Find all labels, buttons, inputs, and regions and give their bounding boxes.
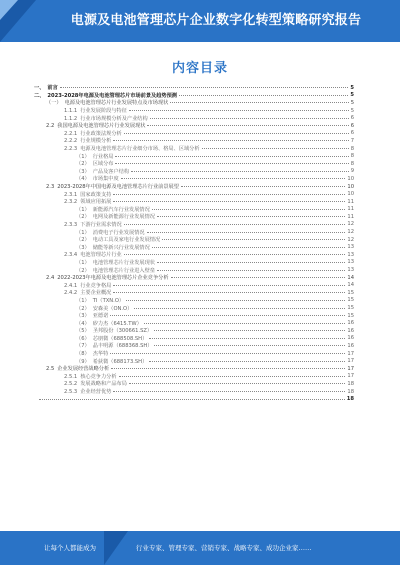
toc-entry-page: 5	[350, 84, 354, 91]
toc-entry-label: 新能源汽车行业发展情况	[92, 206, 150, 213]
toc-entry-number: 2.2.1	[64, 130, 78, 137]
toc-entry-number: （5）	[76, 328, 90, 335]
toc-entry-text	[46, 183, 179, 190]
toc-entry[interactable]	[34, 236, 354, 244]
toc-entry-number: （一）	[46, 100, 62, 107]
toc-entry[interactable]	[34, 312, 354, 320]
toc-entry-number: （2）	[76, 237, 90, 244]
toc-entry-number: 2.3.4	[64, 252, 78, 259]
toc-entry-number: （7）	[76, 343, 90, 350]
footer-arrow-decoration	[104, 531, 128, 565]
toc-entry-number: 2.5.1	[64, 373, 78, 380]
toc-entry-page: 12	[347, 236, 354, 243]
toc-entry-page: 6	[350, 122, 354, 129]
toc-entry-text	[76, 244, 150, 251]
toc-entry-text	[46, 274, 169, 281]
toc-entry-text	[64, 251, 122, 258]
header-bar	[0, 0, 400, 42]
toc-entry-number: 2.5.2	[64, 381, 78, 388]
toc-entry-label: 电源及电池管理芯片行业发展特点及市场现状	[64, 100, 169, 107]
toc-entry-page: 9	[350, 168, 354, 175]
toc-entry-text	[76, 350, 108, 357]
toc-entry-label: 芯朋微（688508.SH）	[92, 335, 148, 342]
toc-entry-page: 10	[347, 191, 354, 198]
toc-leader-dots	[149, 338, 345, 339]
toc-entry-text	[76, 267, 155, 274]
toc-entry-label: 亚德诺	[92, 313, 109, 320]
toc-entry-number: 2.4.1	[64, 282, 78, 289]
toc-entry-label: 核心竞争力分析	[80, 373, 117, 380]
toc-leader-dots	[157, 216, 345, 217]
toc-entry-page: 8	[350, 160, 354, 167]
toc-entry-page: 13	[347, 244, 354, 251]
toc-entry-number: （9）	[76, 358, 90, 365]
toc-leader-dots	[113, 391, 345, 392]
toc-entry-text	[76, 297, 124, 304]
toc-entry[interactable]	[34, 274, 354, 282]
toc-leader-dots	[129, 383, 345, 384]
toc-entry[interactable]	[34, 259, 354, 267]
toc-leader-dots	[181, 186, 345, 187]
toc-entry[interactable]	[34, 228, 354, 236]
toc-entry-page: 13	[347, 251, 354, 258]
toc-leader-dots	[119, 376, 346, 377]
toc-entry-number: 2.4	[46, 275, 55, 282]
toc-entry-text	[34, 92, 177, 99]
toc-entry-text	[46, 122, 145, 129]
toc-heading: 内容目录	[171, 61, 228, 76]
toc-leader-dots	[154, 330, 345, 331]
toc-leader-dots	[39, 399, 345, 400]
toc-entry[interactable]	[34, 206, 354, 214]
toc-entry-text	[64, 145, 200, 152]
toc-entry-page: 13	[347, 267, 354, 274]
toc-entry[interactable]	[34, 335, 354, 343]
toc-entry-number: 二、	[34, 92, 45, 99]
toc-entry-label: 矽力杰（6415.TW）	[92, 320, 142, 327]
toc-entry[interactable]	[34, 114, 354, 122]
toc-entry-page: 12	[347, 229, 354, 236]
toc-entry-page: 6	[350, 130, 354, 137]
toc-entry-label: 电网及新能源行业发展情况	[92, 214, 155, 221]
toc-entry-text	[64, 373, 117, 380]
toc-entry-page: 18	[347, 388, 354, 395]
toc-entry-text	[76, 259, 155, 266]
toc-entry-page: 8	[350, 153, 354, 160]
toc-entry-number: 2.3.3	[64, 221, 78, 228]
toc-entry[interactable]	[34, 251, 354, 259]
toc-entry-text	[76, 168, 129, 175]
toc-leader-dots	[115, 156, 348, 157]
toc-leader-dots	[124, 224, 346, 225]
toc-entry-page: 6	[350, 115, 354, 122]
toc-leader-dots	[113, 194, 345, 195]
toc-entry-text	[76, 206, 150, 213]
toc-entry-page: 16	[347, 320, 354, 327]
toc-entry-text	[46, 99, 168, 106]
toc-entry-label: 下游行业需求情况	[80, 221, 122, 228]
toc-leader-dots	[154, 345, 345, 346]
toc-entry-page: 14	[347, 274, 354, 281]
toc-entry-label: 行业规模分析	[80, 138, 112, 145]
toc-entry-number: （2）	[76, 214, 90, 221]
toc-entry[interactable]	[34, 221, 354, 229]
toc-entry[interactable]	[34, 289, 354, 297]
toc-entry-page: 17	[347, 350, 354, 357]
toc-entry-number: 1.1.2	[64, 115, 78, 122]
toc-entry-page: 17	[347, 365, 354, 372]
toc-entry-page: 10	[347, 183, 354, 190]
toc-leader-dots	[147, 125, 348, 126]
toc-entry-number: （8）	[76, 351, 90, 358]
toc-entry-number: 2.5.3	[64, 389, 78, 396]
footer-tags: 行业专家、管理专家、营销专家、战略专家、成功企业家……	[136, 544, 312, 552]
toc-entry-page: 11	[347, 213, 354, 220]
toc-entry-text	[64, 191, 111, 198]
toc-entry-text	[76, 342, 152, 349]
toc-entry-number: 2.4.2	[64, 290, 78, 297]
toc-entry[interactable]	[34, 152, 354, 160]
header-corner-highlight	[0, 0, 18, 20]
toc-entry-number: 一、	[34, 85, 45, 92]
toc-entry-page: 10	[347, 175, 354, 182]
toc-entry-label: 我国电源及电池管理芯片行业发展现状	[57, 123, 146, 130]
toc-entry-label: 行业格局	[92, 153, 114, 160]
toc-leader-dots	[134, 308, 345, 309]
toc-leader-dots	[113, 285, 345, 286]
toc-entry-number: 1.1.1	[64, 108, 78, 115]
footer-slogan: 让每个人都能成为	[44, 544, 96, 552]
toc-entry[interactable]	[34, 281, 354, 289]
toc-entry[interactable]	[34, 388, 354, 396]
toc-entry-label: 行业政策法规分析	[80, 130, 122, 137]
footer-bar	[0, 531, 400, 565]
toc-entry-number: （1）	[76, 153, 90, 160]
toc-entry[interactable]	[34, 350, 354, 358]
toc-entry[interactable]	[34, 130, 354, 138]
toc-entry-number: （6）	[76, 335, 90, 342]
toc-leader-dots	[113, 292, 345, 293]
toc-leader-dots	[149, 361, 345, 362]
toc-entry-page: 16	[347, 335, 354, 342]
toc-leader-dots	[110, 353, 345, 354]
toc-entry-label: 发展战略和产品布局	[80, 381, 127, 388]
toc-entry-number: （3）	[76, 168, 90, 175]
toc-entry-text	[64, 137, 111, 144]
toc-entry-label: 电池管理芯片行业发展现状	[92, 259, 155, 266]
toc-entry-text	[76, 327, 152, 334]
toc-entry-text	[64, 107, 127, 114]
toc-entry-label: 国家政策支持	[80, 191, 112, 198]
toc-entry-number: 2.3.1	[64, 191, 78, 198]
toc-entry-number: （3）	[76, 313, 90, 320]
toc-entry-label: 行业市场规模分析及产业结构	[80, 115, 148, 122]
toc-entry-page: 17	[347, 358, 354, 365]
toc-entry-text	[76, 229, 145, 236]
toc-leader-dots	[111, 368, 345, 369]
toc-entry-text	[64, 115, 148, 122]
toc-entry-page: 15	[347, 312, 354, 319]
toc-entry-label: 企业发展经营战略分析	[57, 366, 110, 373]
toc-entry-label: 消费电子行业发展情况	[92, 229, 145, 236]
toc-entry-label: 电源及电池管理芯片行业细分市场、格局、区域分析	[80, 146, 200, 153]
toc-entry-page: 11	[347, 198, 354, 205]
toc-entry[interactable]	[34, 145, 354, 153]
toc-entry-label: 2023-2028年电源及电池管理芯片市场前景及趋势预测	[47, 92, 177, 99]
toc-entry[interactable]	[34, 137, 354, 145]
toc-leader-dots	[115, 163, 348, 164]
toc-entry-label: 安森美（ON.O）	[92, 305, 133, 312]
toc-entry[interactable]	[34, 319, 354, 327]
toc-entry-number: （1）	[76, 297, 90, 304]
toc-entry-text	[64, 282, 111, 289]
toc-entry-text	[34, 84, 58, 91]
toc-entry[interactable]	[34, 99, 354, 107]
toc-entry[interactable]	[34, 190, 354, 198]
toc-entry-page: 15	[347, 305, 354, 312]
toc-entry-number: （1）	[76, 229, 90, 236]
toc-leader-dots	[60, 87, 349, 88]
toc-entry-label: TI（TXN.O）	[92, 297, 125, 304]
toc-entry-label: 市场集中度	[92, 176, 119, 183]
toc-entry-text	[76, 153, 113, 160]
toc-entry-page: 13	[347, 259, 354, 266]
toc-entry-label: 行业发展阶段与特征	[80, 108, 127, 115]
toc-leader-dots	[147, 232, 346, 233]
toc-entry[interactable]	[34, 198, 354, 206]
toc-entry-page: 5	[350, 107, 354, 114]
toc-entry-label: 行业竞争格局	[80, 282, 112, 289]
toc-entry-text	[76, 305, 132, 312]
toc-leader-dots	[150, 118, 349, 119]
toc-entry[interactable]	[34, 357, 354, 365]
toc-entry[interactable]	[34, 160, 354, 168]
toc-entry-number: （4）	[76, 320, 90, 327]
toc-entry-label: 储能等新兴行业发展情况	[92, 244, 150, 251]
toc-entry-text	[64, 130, 122, 137]
toc-entry[interactable]	[34, 304, 354, 312]
toc-entry-text	[76, 335, 147, 342]
toc-entry-label: 领域应用拓展	[80, 199, 112, 206]
toc-leader-dots	[157, 270, 345, 271]
toc-entry-number: （1）	[76, 206, 90, 213]
toc-entry-page: 11	[347, 206, 354, 213]
toc-entry-label: 2023-2028年中国电源及电池管理芯片行业前景展望	[57, 184, 179, 191]
toc-entry[interactable]	[34, 243, 354, 251]
toc-entry-number: 2.2.2	[64, 138, 78, 145]
toc-entry-number: （2）	[76, 161, 90, 168]
toc-leader-dots	[157, 262, 345, 263]
toc-entry-text	[64, 221, 122, 228]
toc-entry-page: 8	[350, 145, 354, 152]
toc-entry-text	[76, 320, 142, 327]
toc-entry-text	[76, 175, 119, 182]
toc-entry-number: （3）	[76, 244, 90, 251]
toc-entry-page: 16	[347, 327, 354, 334]
toc-entry-label: 晶丰明源（688368.SH）	[92, 343, 153, 350]
toc-leader-dots	[202, 148, 349, 149]
toc-entry-page: 5	[350, 99, 354, 106]
toc-leader-dots	[144, 323, 346, 324]
toc-entry-text	[76, 236, 160, 243]
toc-entry[interactable]	[34, 175, 354, 183]
toc-entry-page: 16	[347, 342, 354, 349]
toc-entry-text	[76, 358, 147, 365]
toc-entry-text	[34, 396, 37, 402]
toc-entry-label: 电池管理芯片行业进入壁垒	[92, 267, 155, 274]
toc-leader-dots	[124, 133, 349, 134]
toc-entry-text	[46, 365, 109, 372]
toc-entry-label: 希荻微（688173.SH）	[92, 358, 148, 365]
toc-entry-label: 电池管理芯片行业	[80, 252, 122, 259]
toc-entry[interactable]	[34, 373, 354, 381]
toc-leader-dots	[162, 239, 345, 240]
toc-leader-dots	[129, 110, 349, 111]
toc-entry-number: 2.3.2	[64, 199, 78, 206]
toc-entry-number: （1）	[76, 259, 90, 266]
toc-leader-dots	[171, 277, 346, 278]
toc-entry[interactable]	[34, 122, 354, 130]
toc-entry-label: 2022-2023年电源及电池管理芯片企业竞争分析	[57, 275, 169, 282]
page-title: 电源及电池管理芯片企业数字化转型策略研究报告	[70, 13, 362, 28]
toc-entry-text	[64, 388, 111, 395]
toc-leader-dots	[110, 315, 345, 316]
toc-entry-text	[76, 312, 108, 319]
toc-entry-number: 2.5	[46, 366, 55, 373]
toc-entry[interactable]	[34, 183, 354, 191]
toc-entry-page: 12	[347, 221, 354, 228]
toc-entry-label: 杰华特	[92, 351, 109, 358]
toc-leader-dots	[152, 209, 346, 210]
toc-entry[interactable]	[34, 84, 354, 92]
toc-entry-page: 5	[350, 92, 354, 99]
toc-entry[interactable]	[34, 168, 354, 176]
toc-entry-label: 电动工具及家电行业发展情况	[92, 237, 161, 244]
toc-entry[interactable]	[34, 380, 354, 388]
toc-entry[interactable]	[34, 107, 354, 115]
toc-leader-dots	[113, 140, 348, 141]
toc-entry-page: 18	[346, 396, 354, 403]
toc-entry[interactable]	[34, 365, 354, 373]
table-of-contents	[34, 84, 354, 403]
toc-entry[interactable]	[34, 327, 354, 335]
toc-leader-dots	[152, 247, 346, 248]
toc-entry[interactable]	[34, 342, 354, 350]
toc-entry-page: 18	[347, 380, 354, 387]
toc-entry-label: 圣邦股份（300661.SZ）	[92, 328, 153, 335]
toc-entry-number: （2）	[76, 305, 90, 312]
toc-entry-page: 17	[347, 373, 354, 380]
toc-entry-label: 区域分布	[92, 161, 114, 168]
toc-leader-dots	[170, 102, 348, 103]
toc-entry[interactable]	[34, 297, 354, 305]
toc-entry[interactable]	[34, 395, 354, 403]
toc-entry-page: 15	[347, 297, 354, 304]
toc-leader-dots	[113, 201, 345, 202]
toc-entry-text	[64, 380, 127, 387]
toc-entry-text	[76, 160, 113, 167]
toc-entry-number: 2.3	[46, 184, 55, 191]
toc-leader-dots	[179, 95, 348, 96]
toc-entry-number: 2.2.3	[64, 146, 78, 153]
toc-entry[interactable]	[34, 266, 354, 274]
toc-entry-label: 主要企业概况	[80, 290, 112, 297]
toc-entry-page: 7	[350, 137, 354, 144]
toc-leader-dots	[131, 171, 349, 172]
toc-entry-text	[64, 289, 111, 296]
toc-entry-label: 前言	[47, 85, 58, 92]
toc-entry[interactable]	[34, 92, 354, 100]
toc-entry-number: 2.2	[46, 123, 55, 130]
toc-leader-dots	[124, 254, 346, 255]
toc-entry-text	[76, 213, 155, 220]
toc-leader-dots	[121, 178, 346, 179]
toc-entry-page: 14	[347, 282, 354, 289]
toc-leader-dots	[126, 300, 345, 301]
toc-entry-number: （4）	[76, 176, 90, 183]
toc-entry-text	[64, 198, 111, 205]
toc-entry-label: 产品及客户结构	[92, 168, 130, 175]
toc-entry-number: （2）	[76, 267, 90, 274]
toc-entry-label: 企业经营优势	[80, 389, 112, 396]
toc-entry-page: 15	[347, 289, 354, 296]
toc-entry[interactable]	[34, 213, 354, 221]
